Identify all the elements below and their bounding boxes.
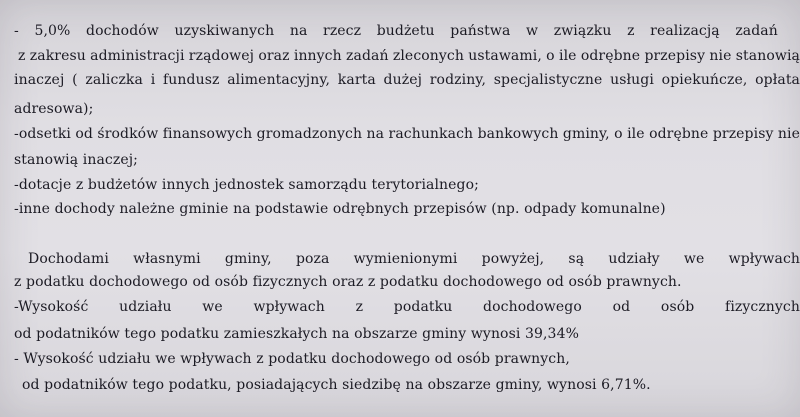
doc-line-10-text: -Wysokość udziału we wpływach z podatku dochodowego od osób fizycznych — [14, 299, 800, 315]
doc-line-1 — [18, 47, 800, 65]
doc-line-11 — [14, 325, 579, 343]
doc-line-0 — [14, 22, 800, 40]
doc-line-9-text: z podatku dochodowego od osób fizycznych oraz z podatku dochodowego od osób prawnych. — [14, 274, 682, 290]
doc-line-9 — [14, 273, 682, 291]
doc-line-11-text: od podatników tego podatku zamieszkałych na obszarze gminy wynosi 39,34% — [14, 326, 579, 342]
doc-line-1-text: z zakresu administracji rządowej oraz innych zadań zleconych ustawami, o ile odrębne przepisy nie stanowią — [18, 48, 800, 64]
doc-line-5 — [14, 151, 138, 169]
doc-line-3 — [14, 100, 93, 118]
doc-line-7 — [14, 200, 666, 218]
doc-line-6 — [14, 176, 479, 194]
doc-line-2 — [14, 71, 800, 89]
doc-line-0-text: - 5,0% dochodów uzyskiwanych na rzecz budżetu państwa w związku z realizacją zadań — [14, 23, 778, 39]
doc-line-10 — [14, 298, 800, 316]
doc-line-4 — [14, 125, 800, 143]
doc-line-7-text: -inne dochody należne gminie na podstawie odrębnych przepisów (np. odpady komunalne) — [14, 201, 666, 217]
doc-line-8-text: Dochodami własnymi gminy, poza wymienionymi powyżej, są udziały we wpływach — [28, 251, 800, 267]
doc-line-12-text: - Wysokość udziału we wpływach z podatku dochodowego od osób prawnych, — [14, 351, 570, 367]
doc-line-5-text: stanowią inaczej; — [14, 152, 138, 168]
doc-line-2-text: inaczej ( zaliczka i fundusz alimentacyjny, karta dużej rodziny, specjalistyczne usługi opiekuńcze, opłata — [14, 72, 800, 88]
doc-line-13 — [22, 376, 651, 394]
doc-line-3-text: adresowa); — [14, 101, 94, 117]
doc-line-8 — [28, 250, 800, 268]
doc-line-6-text: -dotacje z budżetów innych jednostek samorządu terytorialnego; — [14, 177, 479, 193]
doc-line-12 — [14, 350, 570, 368]
doc-line-13-text: od podatników tego podatku, posiadających siedzibę na obszarze gminy, wynosi 6,71%. — [22, 377, 651, 393]
doc-line-4-text: -odsetki od środków finansowych gromadzonych na rachunkach bankowych gminy, o ile odrębne przepisy nie — [14, 126, 800, 142]
